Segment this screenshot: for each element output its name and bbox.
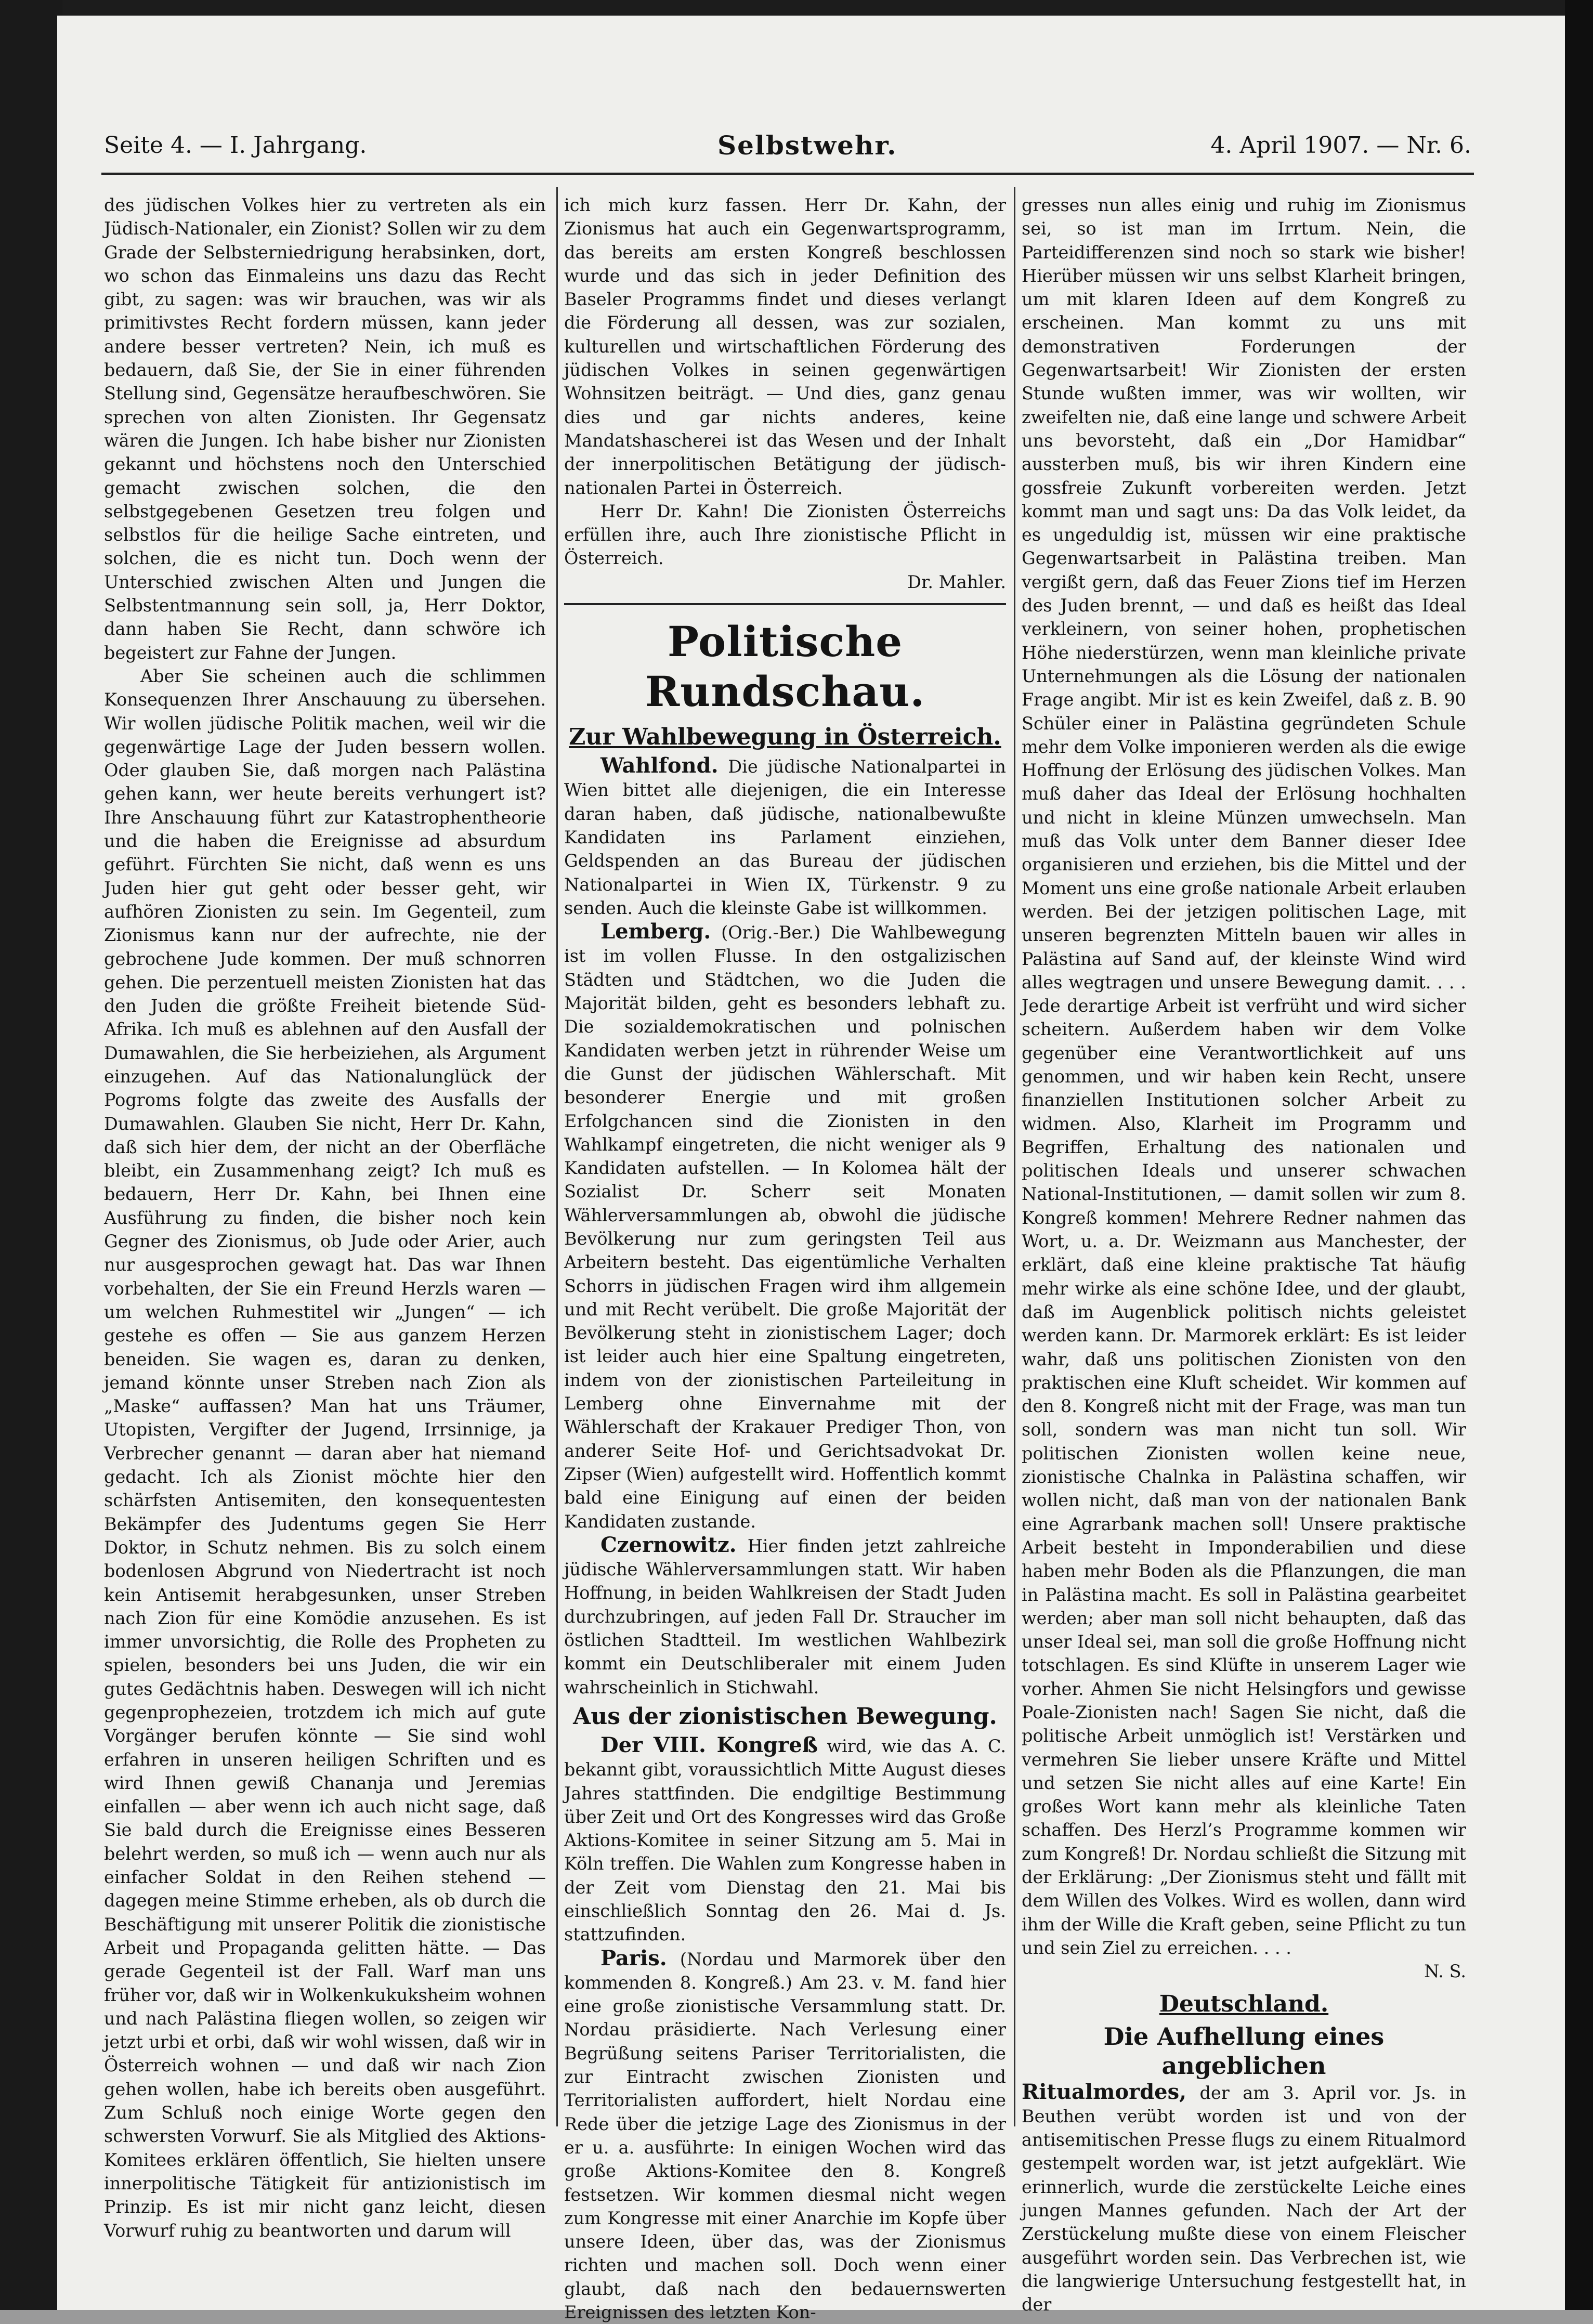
keyword-czernowitz: Czernowitz. (600, 1532, 737, 1557)
subsection-title-bewegung: Aus der zionistischen Bewegung. (573, 1703, 997, 1730)
text-ritualmord: der am 3. April vor. Js. in Beuthen verübt worden ist und von der antisemitischen Presse flugs zu einem Ritualmord gestempelt worden war, ist jetzt aufgeklärt. Wie erinnerlich, wurde die zerstückelte Leiche eines jungen Mannes gefunden. Nach der Art der Zerstückelung mußte diese von einem Fleischer ausgeführt worden sein. Das Verbrechen ist, wie die langwierige Untersuchung festgestellt hat, in der (1022, 2082, 1466, 2315)
header-page-info: Seite 4. — I. Jahrgang. (104, 132, 367, 159)
text-paris: (Nordau und Marmorek über den kommenden 8. Kongreß.) Am 23. v. M. fand hier eine große zionistische Versammlung statt. Dr. Nordau präsidierte. Nach Verlesung einer Begrüßung seitens Pariser Territorialisten, die zur Eintracht zwischen Zionisten und Territorialisten auffordert, hielt Nordau eine Rede über die jetzige Lage des Zionismus in der er u. a. ausführte: In einigen Wochen wird das große Aktions-Komitee den 8. Kongreß festsetzen. Wir kommen diesmal nicht wegen zum Kongresse mit einer Anarchie im Kopfe über unsere Ideen, über das, was der Zionismus richten und machen soll. Doch wenn einer glaubt, daß nach den bedauernswerten Ereignissen des letzten Kon- (564, 1949, 1006, 2323)
column-2 (564, 193, 1006, 2323)
text-lemberg: (Orig.-Ber.) Die Wahlbewegung ist im vollen Flusse. In den ostgalizischen Städten und Städtchen, wo die Juden die Majorität bilden, geht es besonders lebhaft zu. Die sozialdemokratischen und polnischen Kandidaten werben jetzt in rührender Weise um die Gunst der jüdischen Wählerschaft. Mit besonderer Energie und mit großen Erfolgchancen sind die Zionisten in den Wahlkampf eingetreten, die nicht weniger als 9 Kandidaten aufstellen. — In Kolomea hält der Sozialist Dr. Scherr seit Monaten Wählerversammlungen ab, obwohl die jüdische Bevölkerung nur zum geringsten Teil aus Arbeitern besteht. Das eigentümliche Verhalten Schorrs in jüdischen Fragen wird ihm allgemein und mit Recht verübelt. Die große Majorität der Bevölkerung steht in zionistischem Lager; doch ist leider auch hier eine Spaltung eingetreten, indem von der zionistischen Parteileitung in Lemberg ohne Einvernahme mit der Wählerschaft der Krakauer Prediger Thon, von anderer Seite Hof- und Gerichtsadvokat Dr. Zipser (Wien) aufgestellt wird. Hoffentlich kommt bald eine Einigung auf einen der beiden Kandidaten zustande. (564, 922, 1006, 1532)
section-divider (564, 603, 1006, 605)
keyword-kongress: Der VIII. Kongreß (600, 1732, 818, 1757)
subsection-title-wahlbewegung: Zur Wahlbewegung in Österreich. (569, 724, 1001, 751)
col2-signature: Dr. Mahler. (907, 571, 1006, 592)
subsection-title-deutschland: Deutschland. (1159, 1990, 1329, 2017)
col2-paragraph-2: Herr Dr. Kahn! Die Zionisten Österreichs erfüllen ihre, auch Ihre zionistische Pflicht in Österreich. (564, 501, 1006, 569)
page-header (104, 130, 1471, 161)
col2-paragraph-1: ich mich kurz fassen. Herr Dr. Kahn, der Zionismus hat auch ein Gegenwartsprogramm, das bereits am ersten Kongreß beschlossen wurde und das sich in jeder Definition des Baseler Programms findet und dieses verlangt die Förderung all dessen, was zur sozialen, kulturellen und wirtschaftlichen Förderung des jüdischen Volkes in seinen gegenwärtigen Wohnsitzen beiträgt. — Und dies, ganz genau dies und gar nichts anderes, keine Mandatshascherei ist das Wesen und der Inhalt der innerpolitischen Betätigung der jüdisch-nationalen Partei in Österreich. (564, 195, 1006, 498)
article-wahlfond (564, 754, 1006, 920)
text-czernowitz: Hier finden jetzt zahlreiche jüdische Wählerversammlungen statt. Wir haben Hoffnung, in beiden Wahlkreisen der Stadt Juden durchzubringen, auf jeden Fall Dr. Straucher im östlichen Stadtteil. Im westlichen Wahlbezirk kommt ein Deutschliberaler mit einem Juden wahrscheinlich in Stichwahl. (564, 1535, 1006, 1698)
text-kongress: wird, wie das A. C. bekannt gibt, voraussichtlich Mitte August dieses Jahres stattfinden. Die endgiltige Bestimmung über Zeit und Ort des Kongresses wird das Große Aktions-Komitee in seiner Sitzung am 5. Mai in Köln treffen. Die Wahlen zum Kongresse haben in der Zeit vom Dienstag den 21. Mai bis einschließlich Sonntag den 26. Mai d. Js. stattzufinden. (564, 1735, 1006, 1945)
keyword-ritualmordes: Ritualmordes, (1022, 2079, 1187, 2104)
column-rule-1 (556, 187, 558, 2126)
column-3 (1022, 193, 1466, 2315)
header-masthead: Selbstwehr. (717, 130, 897, 161)
col1-paragraph-2: Aber Sie scheinen auch die schlimmen Konsequenzen Ihrer Anschauung zu übersehen. Wir wollen jüdische Politik machen, weil wir die gegenwärtige Lage der Juden bessern wollen. Oder glauben Sie, daß morgen nach Palästina gehen kann, wer heute bereits verhungert ist? Ihre Anschauung führt zur Katastrophentheorie und die haben die Ereignisse ad absurdum geführt. Fürchten Sie nicht, daß wenn es uns Juden hier gut geht oder besser geht, wir aufhören Zionisten zu sein. Im Gegenteil, zum Zionismus kann nur der aufrechte, nie der gebrochene Jude kommen. Der muß schnorren gehen. Die perzentuell meisten Zionisten hat das den Juden die größte Freiheit bietende Süd-Afrika. Ich muß es ablehnen auf den Ausfall der Dumawahlen, die Sie herbeiziehen, als Argument einzugehen. Auf das Nationalunglück der Pogroms folgte das zweite des Ausfalls der Dumawahlen. Glauben Sie nicht, Herr Dr. Kahn, daß sich hier dem, der nicht an der Oberfläche bleibt, ein Zusammenhang zeigt? Ich muß es bedauern, Herr Dr. Kahn, bei Ihnen eine Ausführung zu finden, die bisher noch kein Gegner des Zionismus, ob Jude oder Arier, auch nur ausgesprochen gewagt hat. Das war Ihnen vorbehalten, der Sie ein Freund Herzls waren — um welchen Ruhmestitel wir „Jungen“ — ich gestehe es offen — Sie aus ganzem Herzen beneiden. Sie wagen es, daran zu denken, jemand könnte unser Streben nach Zion als „Maske“ auffassen? Man hat uns Träumer, Utopisten, Vergifter der Jugend, Irrsinnige, ja Verbrecher genannt — daran aber hat niemand gedacht. Ich als Zionist möchte hier den schärfsten Antisemiten, den konsequentesten Bekämpfer des Judentums gegen Sie Herr Doktor, in Schutz nehmen. Bis zu solch einem bodenlosen Abgrund von Niedertracht ist noch kein Antisemit herabgesunken, unser Streben nach Zion für eine Komödie anzusehen. Es ist immer unvorsichtig, die Rolle des Propheten zu spielen, besonders bei uns Juden, die wir ein gutes Gedächtnis haben. Deswegen will ich nicht gegenprophezeien, trotzdem ich mich auf gute Vorgänger berufen könnte — Sie sind wohl erfahren in unseren heiligen Schriften und es wird Ihnen gewiß Chananja und Jeremias einfallen — aber wenn ich auch nicht sage, daß Sie bald durch die Ereignisse eines Besseren belehrt werden, so muß ich — wenn auch nur als einfacher Soldat in den Reihen stehend — dagegen meine Stimme erheben, als ob durch die Beschäftigung mit unserer Politik die zionistische Arbeit und Propaganda gelitten hätte. — Das gerade Gegenteil ist der Fall. Warf man uns früher vor, daß wir in Wolkenkukuksheim wohnen und nach Palästina fliegen wollen, so zeigen wir jetzt urbi et orbi, daß wir wohl wissen, daß wir in Österreich wohnen — und daß wir nach Zion gehen wollen, habe ich bereits oben ausgeführt. Zum Schluß noch einige Worte gegen den schwersten Vorwurf. Sie als Mitglied des Aktions-Komitees erklären öffentlich, Sie hielten unsere innerpolitische Tätigkeit für antizionistisch im Prinzip. Es ist mir nicht ganz leicht, diesen Vorwurf ruhig zu beantworten und darum will (104, 665, 546, 2241)
article-lemberg (564, 920, 1006, 1533)
scan-border-left (0, 0, 62, 2310)
section-title: Politische Rundschau. (645, 617, 925, 716)
text-wahlfond: Die jüdische Nationalpartei in Wien bittet alle diejenigen, die ein Interesse daran haben, daß jüdische, nationalbewußte Kandidaten ins Parlament einziehen, Geldspenden an das Bureau der jüdischen Nationalpartei in Wien IX, Türkenstr. 9 zu senden. Auch die kleinste Gabe ist willkommen. (564, 756, 1006, 918)
scan-border-right (1565, 0, 1593, 2310)
article-headline-ritualmord: Die Aufhellung eines angeblichen (1103, 2022, 1385, 2080)
article-ritualmord (1022, 2080, 1466, 2317)
column-rule-2 (1014, 187, 1015, 2126)
header-date-issue: 4. April 1907. — Nr. 6. (1210, 132, 1471, 159)
article-kongress (564, 1733, 1006, 1947)
article-paris (564, 1947, 1006, 2324)
col1-paragraph-1: des jüdischen Volkes hier zu vertreten als ein Jüdisch-Nationaler, ein Zionist? Sollen wir zu dem Grade der Selbsterniedrigung herabsinken, dort, wo schon das Einmaleins uns dazu das Recht gibt, zu sagen: was wir brauchen, was wir als primitivstes Recht fordern müssen, kann jeder andere besser vertreten? Nein, ich muß es bedauern, daß Sie, der Sie in einer führenden Stellung sind, Gegensätze heraufbeschwören. Sie sprechen von alten Zionisten. Ihr Gegensatz wären die Jungen. Ich habe bisher nur Zionisten gekannt und höchstens noch den Unterschied gemacht zwischen solchen, die den selbstgegebenen Gesetzen treu folgen und selbstlos für die heilige Sache eintreten, und solchen, die es nicht tun. Doch wenn der Unterschied zwischen Alten und Jungen die Selbstentmannung sein soll, ja, Herr Doktor, dann haben Sie Recht, dann schwöre ich begeistert zur Fahne der Jungen. (104, 195, 546, 663)
col3-paragraph-1: gresses nun alles einig und ruhig im Zionismus sei, so ist man im Irrtum. Nein, die Parteidifferenzen sind noch so stark wie bisher! Hierüber müssen wir uns selbst Klarheit bringen, um mit klaren Ideen auf dem Kongreß zu erscheinen. Man kommt zu uns mit demonstrativen Forderungen der Gegenwartsarbeit! Wir Zionisten der ersten Stunde wußten immer, was wir wollten, wir zweifelten nie, daß eine lange und schwere Arbeit uns bevorsteht, daß ein „Dor Hamidbar“ aussterben muß, bis wir ihren Kindern eine gossfreie Zukunft vorbereiten werden. Jetzt kommt man und sagt uns: Da das Volk leidet, da es ungeduldig ist, müssen wir eine praktische Gegenwartsarbeit in Palästina treiben. Man vergißt gern, daß das Feuer Zions tief im Herzen des Juden brennt, — und daß es heißt das Ideal verkleinern, von seiner hohen, prophetischen Höhe niederstürzen, wenn man kleinliche private Unternehmungen als die Lösung der nationalen Frage angibt. Mir ist es kein Zweifel, daß z. B. 90 Schüler einer in Palästina gegründeten Schule mehr dem Volke imponieren werden als die ewige Hoffnung der Erlösung des jüdischen Volkes. Man muß daher das Ideal der Erlösung hochhalten und nicht in kleine Münzen umwechseln. Man muß das Volk unter dem Banner dieser Idee organisieren und erziehen, bis die Mittel und der Moment uns eine große nationale Arbeit erlauben werden. Bei der jetzigen politischen Lage, mit unseren begrenzten Mitteln bauen wir alles in Palästina auf Sand auf, der kleinste Wind wird alles wegtragen und unsere Bewegung damit. . . . Jede derartige Arbeit ist verfrüht und wird sicher scheitern. Außerdem haben wir dem Volke gegenüber eine Verantwortlichkeit auf uns genommen, und wir haben kein Recht, unsere finanziellen Institutionen solcher Arbeit zu widmen. Also, Klarheit im Programm und Begriffen, Erhaltung des nationalen und politischen Ideals und unserer schwachen National-Institutionen, — damit sollen wir zum 8. Kongreß kommen! Mehrere Redner nahmen das Wort, u. a. Dr. Weizmann aus Manchester, der erklärt, daß eine kleine praktische Tat häufig mehr wirke als eine schöne Idee, und der glaubt, daß im Augenblick politisch nichts geleistet werden kann. Dr. Marmorek erklärt: Es ist leider wahr, daß uns politischen Zionisten von den praktischen eine Kluft scheidet. Wir kommen auf den 8. Kongreß nicht mit der Frage, was man tun soll, sondern was man nicht tun soll. Wir politischen Zionisten wollen keine neue, zionistische Chalnka in Palästina schaffen, wir wollen nicht, daß man von der nationalen Bank eine Agrarbank machen soll! Unsere praktische Arbeit besteht in Imponderabilien und diese haben mehr Boden als die Pflanzungen, die man in Palästina macht. Es soll in Palästina gearbeitet werden; aber man soll nicht behaupten, daß das unser Ideal sei, man soll die große Hoffnung nicht totschlagen. Es sind Klüfte in unserem Lager wie vorher. Ahmen Sie nicht Helsingfors und gewisse Poale-Zionisten nach! Sagen Sie nicht, daß die politische Arbeit unmöglich ist! Verstärken und vermehren Sie lieber unsere Kräfte und Mittel und setzen Sie nicht alles auf eine Karte! Ein großes Wort kann mehr als kleinliche Taten schaffen. Des Herzl’s Programme kommen wir zum Kongreß! Dr. Nordau schließt die Sitzung mit der Erklärung: „Der Zionismus steht und fällt mit dem Willen des Volkes. Wird es wollen, dann wird ihm der Wille die Kraft geben, seine Pflicht zu tun und sein Ziel zu erreichen. . . . (1022, 195, 1466, 1958)
column-1 (104, 193, 546, 2241)
keyword-paris: Paris. (600, 1946, 667, 1970)
col3-signature: N. S. (1424, 1961, 1466, 1982)
keyword-lemberg: Lemberg. (600, 919, 711, 944)
article-czernowitz (564, 1533, 1006, 1699)
keyword-wahlfond: Wahlfond. (600, 753, 719, 778)
header-rule (101, 173, 1474, 175)
